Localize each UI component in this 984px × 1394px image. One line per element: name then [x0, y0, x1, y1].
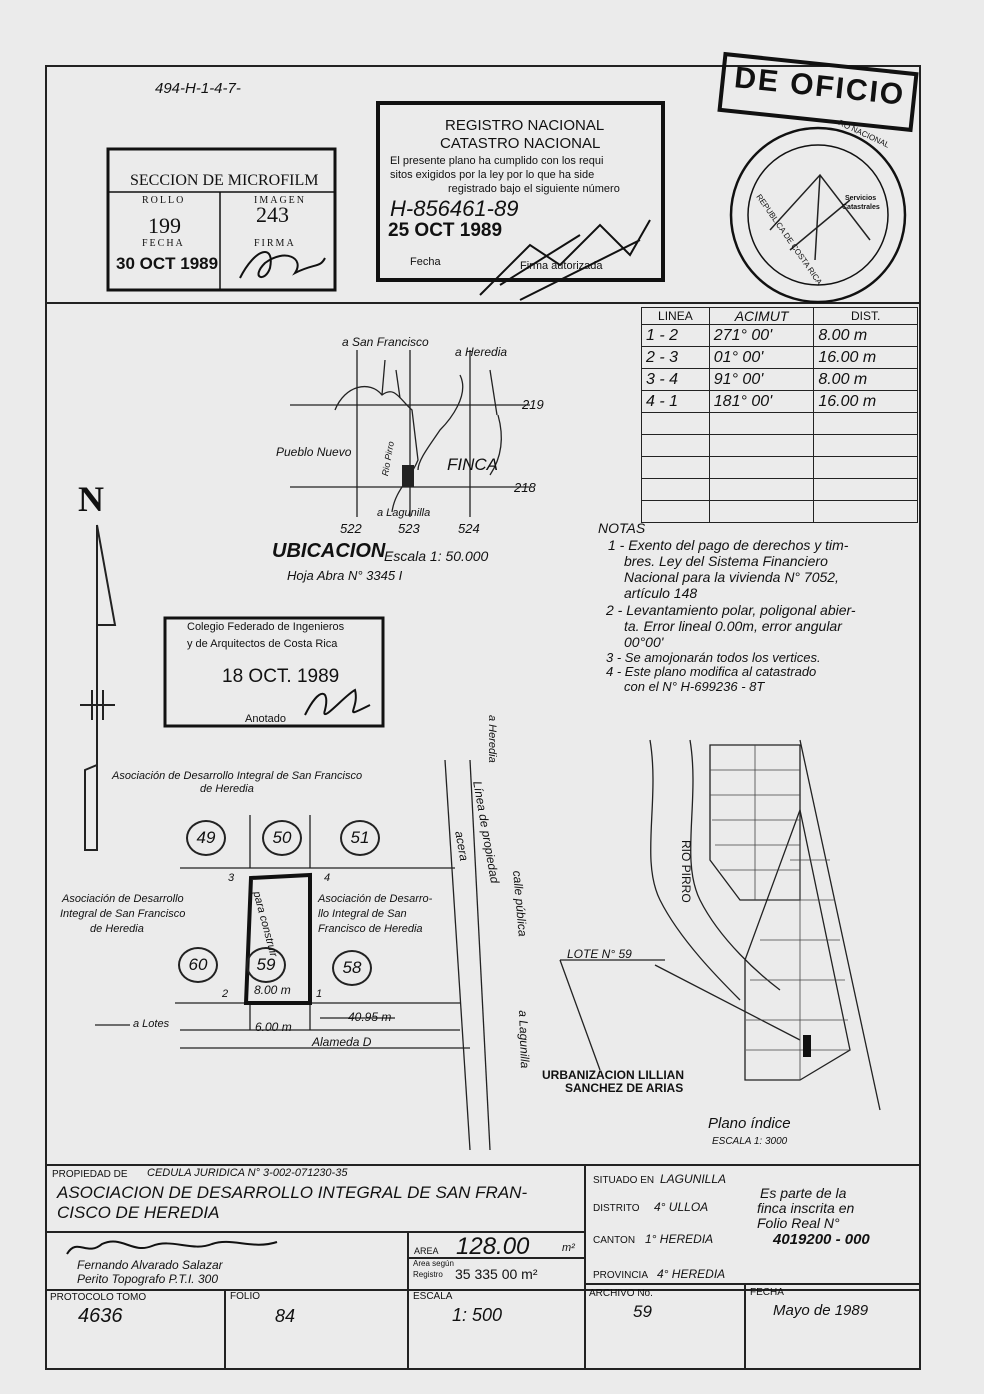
table-cell: 271° 00' [709, 325, 814, 347]
urbanizacion-line2: SANCHEZ DE ARIAS [565, 1081, 684, 1095]
note-2a: 2 - Levantamiento polar, poligonal abier- [606, 602, 856, 618]
canton-label: CANTON [593, 1235, 636, 1246]
azimuth-table [641, 307, 918, 523]
archivo-label: ARCHIVO No. [589, 1288, 653, 1299]
folio-value: 84 [275, 1306, 296, 1326]
area-value: 128.00 [456, 1233, 530, 1260]
table-cell: 8.00 m [814, 369, 918, 391]
table-cell [814, 435, 918, 457]
grid-219: 219 [522, 397, 544, 412]
seal-side-text: REPUBLICA DE COSTA RICA [754, 192, 824, 287]
grid-524: 524 [458, 521, 480, 536]
table-cell: 16.00 m [814, 347, 918, 369]
table-cell [709, 479, 814, 501]
table-cell [709, 457, 814, 479]
registro-text1: El presente plano ha cumplido con los requi [390, 155, 604, 167]
propiedad-label: PROPIEDAD DE [52, 1169, 128, 1180]
label-pueblo-nuevo: Pueblo Nuevo [276, 445, 352, 459]
table-cell [814, 457, 918, 479]
label-a-lagunilla-street: a Lagunilla [516, 1010, 533, 1069]
table-row [642, 413, 918, 435]
note-1b: bres. Ley del Sistema Financiero [624, 553, 828, 569]
table-cell [642, 413, 710, 435]
registro-date: 25 OCT 1989 [388, 220, 503, 241]
label-finca: FINCA [447, 455, 498, 474]
table-cell [709, 435, 814, 457]
rollo-value: 199 [148, 213, 181, 238]
notes-title: NOTAS [598, 520, 646, 536]
provincia-value: 4° HEREDIA [657, 1267, 726, 1281]
area-label: AREA [414, 1246, 439, 1256]
ubicacion-hoja: Hoja Abra N° 3345 I [287, 568, 403, 583]
table-cell [642, 501, 710, 523]
lot-59: 59 [246, 947, 286, 983]
note-4b: con el N° H-699236 - 8T [624, 679, 765, 694]
archivo-value: 59 [633, 1302, 652, 1321]
registro-line1: REGISTRO NACIONAL [445, 117, 605, 134]
colegio-line2: y de Arquitectos de Costa Rica [187, 638, 338, 650]
vertex-4: 4 [324, 872, 331, 884]
note-3: 3 - Se amojonarán todos los vertices. [606, 650, 821, 665]
table-cell [814, 501, 918, 523]
area-segun-line1: Area según [413, 1259, 454, 1268]
para-construir-label: para construir [250, 890, 280, 959]
cedula-juridica: CEDULA JURIDICA N° 3-002-071230-35 [147, 1167, 348, 1179]
table-row [642, 391, 918, 413]
asoc-right-line2: llo Integral de San [318, 908, 407, 920]
north-arrow-label: N [78, 479, 104, 519]
folio-real-number: 4019200 - 000 [773, 1231, 870, 1248]
table-row [642, 479, 918, 501]
table-row [642, 369, 918, 391]
vertex-2: 2 [222, 988, 229, 1000]
registro-signature [470, 205, 660, 305]
microfilm-title: SECCION DE MICROFILM [130, 172, 319, 189]
note-1a: 1 - Exento del pago de derechos y tim- [608, 537, 849, 553]
table-cell: 3 - 4 [642, 369, 710, 391]
table-row [642, 501, 918, 523]
distance-40-95: 40.95 m [348, 1010, 392, 1024]
label-rio-pirro: RIO PIRRO [679, 840, 693, 903]
registro-number: H-856461-89 [390, 196, 519, 221]
folio-label: FOLIO [230, 1291, 261, 1302]
asoc-left-line1: Asociación de Desarrollo [62, 893, 184, 905]
seal-top-text: ...RO NACIONAL [830, 115, 891, 150]
width-label: 8.00 m [254, 983, 291, 997]
table-cell [642, 457, 710, 479]
provincia-label: PROVINCIA [593, 1270, 649, 1281]
distrito-value: 4° ULLOA [654, 1200, 709, 1214]
table-cell [814, 479, 918, 501]
owner-line1: ASOCIACION DE DESARROLLO INTEGRAL DE SAN FRAN- [57, 1183, 528, 1202]
table-cell: 01° 00' [709, 347, 814, 369]
table-cell: 1 - 2 [642, 325, 710, 347]
protocolo-label: PROTOCOLO TOMO [50, 1292, 147, 1303]
note-2b: ta. Error lineal 0.00m, error angular [624, 618, 842, 634]
escala-label: ESCALA [413, 1291, 453, 1302]
table-row [642, 457, 918, 479]
table-cell: 91° 00' [709, 369, 814, 391]
label-heredia: a Heredia [455, 345, 508, 359]
col-dist: DIST. [814, 308, 918, 325]
surveyor-name: Fernando Alvarado Salazar [77, 1258, 223, 1272]
asoc-right-line3: Francisco de Heredia [318, 923, 423, 935]
vertex-1: 1 [316, 988, 323, 1000]
table-cell [709, 501, 814, 523]
note-2c: 00°00' [624, 634, 664, 650]
grid-522: 522 [340, 521, 362, 536]
table-cell [642, 479, 710, 501]
label-lagunilla: a Lagunilla [377, 507, 431, 519]
de-oficio-stamp: DE OFICIO [732, 61, 907, 112]
ubicacion-scale: Escala 1: 50.000 [384, 548, 489, 564]
note-1c: Nacional para la vivienda N° 7052, [624, 569, 839, 585]
registro-text3: registrado bajo el siguiente número [448, 183, 620, 195]
microfilm-signature [235, 238, 330, 286]
lot-60: 60 [178, 947, 218, 983]
surveyor-title: Perito Topografo P.T.I. 300 [77, 1272, 218, 1286]
situado-label: SITUADO EN [593, 1175, 655, 1186]
urbanizacion-line1: URBANIZACION LILLIAN [542, 1068, 684, 1082]
table-cell: 181° 00' [709, 391, 814, 413]
lot-51: 51 [340, 820, 380, 856]
colegio-line1: Colegio Federado de Ingenieros [187, 621, 345, 633]
distrito-label: DISTRITO [593, 1203, 640, 1214]
note-4a: 4 - Este plano modifica al catastrado [606, 664, 817, 679]
table-cell [642, 435, 710, 457]
grid-523: 523 [398, 521, 420, 536]
asoc-top-line1: Asociación de Desarrollo Integral de San Francisco [112, 770, 363, 782]
table-row [642, 325, 918, 347]
table-cell [709, 413, 814, 435]
asoc-left-line2: Integral de San Francisco [60, 908, 186, 920]
reference-code: 494-H-1-4-7- [155, 80, 241, 97]
plano-indice-scale: ESCALA 1: 3000 [712, 1136, 788, 1147]
imagen-value: 243 [256, 202, 289, 227]
imagen-label: IMAGEN [254, 195, 306, 206]
es-parte-line3: Folio Real N° [757, 1215, 840, 1231]
label-san-francisco: a San Francisco [342, 335, 429, 349]
table-row [642, 435, 918, 457]
registro-firma-label: Firma autorizada [520, 260, 603, 272]
lot-49: 49 [186, 820, 226, 856]
label-a-lotes: a Lotes [133, 1018, 170, 1030]
fecha-footer-value: Mayo de 1989 [773, 1302, 869, 1319]
lot-50: 50 [262, 820, 302, 856]
tomo-value: 4636 [78, 1305, 123, 1327]
owner-line2: CISCO DE HEREDIA [57, 1203, 220, 1222]
label-acera: acera [452, 830, 472, 863]
label-rio-pirro-map: Rio Pirro [380, 440, 396, 477]
registro-text2: sitos exigidos por la ley por lo que ha side [390, 169, 595, 181]
firma-label: FIRMA [254, 238, 296, 249]
situado-value: LAGUNILLA [660, 1172, 727, 1186]
colegio-anotado: Anotado [245, 713, 286, 725]
table-cell: 8.00 m [814, 325, 918, 347]
lot-58: 58 [332, 950, 372, 986]
ubicacion-title: UBICACION [272, 540, 386, 562]
col-acimut: ACIMUT [709, 308, 814, 325]
escala-value: 1: 500 [452, 1305, 503, 1325]
label-calle-publica: calle pública [510, 870, 530, 938]
table-cell: 2 - 3 [642, 347, 710, 369]
asoc-top-line2: de Heredia [200, 783, 254, 795]
table-cell: 16.00 m [814, 391, 918, 413]
es-parte-line1: Es parte de la [760, 1185, 847, 1201]
table-cell [814, 413, 918, 435]
note-1d: artículo 148 [624, 585, 698, 601]
seal-inner2: Catastrales [842, 204, 880, 211]
table-row [642, 347, 918, 369]
rollo-label: ROLLO [142, 195, 186, 206]
fecha-footer-label: FECHA [750, 1287, 784, 1298]
colegio-signature [300, 680, 375, 725]
vertex-3: 3 [228, 872, 235, 884]
table-cell: 4 - 1 [642, 391, 710, 413]
asoc-left-line3: de Heredia [90, 923, 144, 935]
area-segun-line2: Registro [413, 1270, 443, 1279]
canton-value: 1° HEREDIA [645, 1232, 714, 1246]
area-registro-value: 35 335 00 m² [455, 1266, 538, 1282]
colegio-date: 18 OCT. 1989 [222, 666, 340, 687]
microfilm-date: 30 OCT 1989 [116, 254, 219, 273]
area-unit: m² [562, 1242, 575, 1254]
label-a-heredia-street: a Heredia [486, 715, 498, 763]
plano-indice-title: Plano índice [708, 1115, 791, 1132]
label-lote-59: LOTE N° 59 [567, 947, 632, 961]
label-alameda-d: Alameda D [312, 1035, 372, 1049]
distance-6-00: 6.00 m [255, 1020, 292, 1034]
seal-inner1: Servicios [845, 195, 877, 202]
asoc-right-line1: Asociación de Desarro- [318, 893, 433, 905]
registro-fecha-label: Fecha [410, 256, 441, 268]
col-linea: LINEA [642, 308, 710, 325]
es-parte-line2: finca inscrita en [757, 1200, 855, 1216]
label-linea-propiedad: Línea de propiedad [470, 780, 502, 885]
fecha-label: FECHA [142, 238, 185, 249]
registro-line2: CATASTRO NACIONAL [440, 135, 601, 152]
grid-218: 218 [514, 480, 536, 495]
